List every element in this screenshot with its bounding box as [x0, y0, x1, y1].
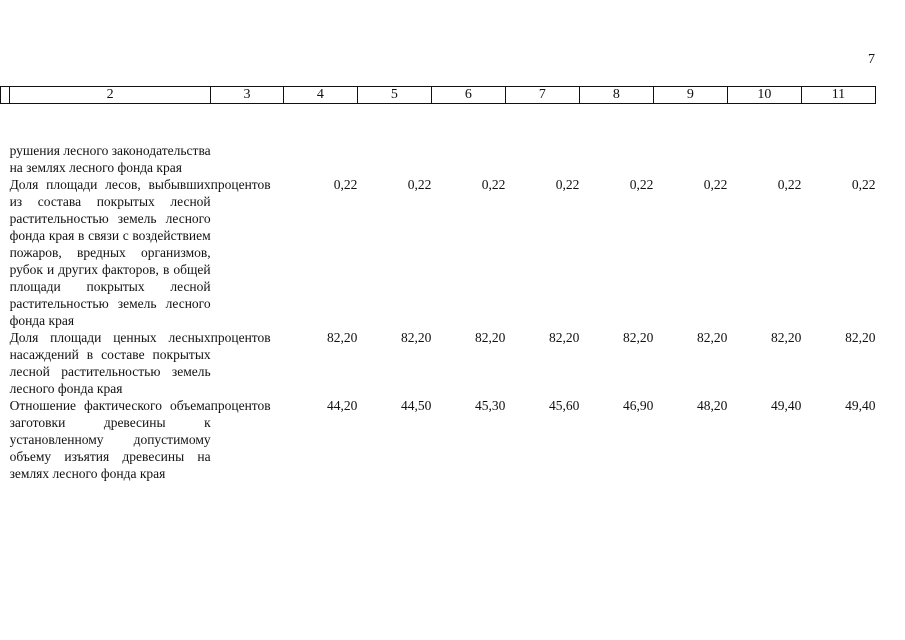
- value-cell: [283, 104, 357, 177]
- column-header-1: [1, 87, 10, 104]
- column-header-4: 4: [283, 87, 357, 104]
- value-cell: 49,40: [845, 398, 876, 413]
- value-cell: 46,90: [623, 398, 654, 413]
- row-index-cell: [1, 329, 10, 397]
- table-row: [1, 104, 876, 177]
- value-cell: 49,40: [771, 398, 802, 413]
- indicator-name: Отношение фактического объема заготовки древесины к установленному допустимому объему изъятия древесины на землях лесного фонда края: [9, 398, 211, 481]
- row-index-cell: [1, 397, 10, 482]
- value-cell: [357, 104, 431, 177]
- table-body: [1, 104, 876, 483]
- value-cell: 0,22: [407, 177, 432, 192]
- table-header: [1, 87, 876, 104]
- value-cell: 45,30: [475, 398, 506, 413]
- value-cell: 82,20: [623, 330, 654, 345]
- page-number: 7: [868, 52, 875, 67]
- value-cell: 0,22: [629, 177, 654, 192]
- unit-cell: процентов: [210, 398, 271, 413]
- value-cell: [579, 104, 653, 177]
- value-cell: 48,20: [697, 398, 728, 413]
- indicator-name: Доля площади лесов, выбывших из состава покрытых лесной растительностью земель лесного фонда края в связи с воздействием пожаров, вредных организмов, рубок и других факторов, в общей площади покрытых лесной растительностью земель лесного фонда края: [9, 177, 211, 328]
- value-cell: 82,20: [697, 330, 728, 345]
- unit-cell: [211, 104, 284, 177]
- column-header-3: 3: [211, 87, 284, 104]
- value-cell: 0,22: [555, 177, 580, 192]
- value-cell: 0,22: [777, 177, 802, 192]
- value-cell: 82,20: [549, 330, 580, 345]
- value-cell: [801, 104, 875, 177]
- value-cell: 82,20: [327, 330, 358, 345]
- value-cell: 82,20: [401, 330, 432, 345]
- column-header-6: 6: [431, 87, 505, 104]
- value-cell: [653, 104, 727, 177]
- table-row: [1, 176, 876, 329]
- column-header-5: 5: [357, 87, 431, 104]
- row-index-cell: [1, 176, 10, 329]
- value-cell: 0,22: [481, 177, 506, 192]
- indicator-name: Доля площади ценных лесных насаждений в составе покрытых лесной растительностью земель лесного фонда края: [9, 330, 211, 396]
- indicator-name: рушения лесного законодательства на землях лесного фонда края: [9, 143, 211, 175]
- column-header-11: 11: [801, 87, 875, 104]
- column-header-2: 2: [10, 87, 211, 104]
- table-row: [1, 329, 876, 397]
- value-cell: 82,20: [771, 330, 802, 345]
- value-cell: 0,22: [851, 177, 876, 192]
- value-cell: 82,20: [475, 330, 506, 345]
- value-cell: 44,20: [327, 398, 358, 413]
- value-cell: 82,20: [845, 330, 876, 345]
- value-cell: 44,50: [401, 398, 432, 413]
- column-header-9: 9: [653, 87, 727, 104]
- unit-cell: процентов: [210, 177, 271, 192]
- row-index-cell: [1, 104, 10, 177]
- table-row: [1, 397, 876, 482]
- indicators-table: [0, 86, 876, 482]
- unit-cell: процентов: [210, 330, 271, 345]
- column-header-10: 10: [727, 87, 801, 104]
- value-cell: 0,22: [333, 177, 358, 192]
- value-cell: 0,22: [703, 177, 728, 192]
- column-header-7: 7: [505, 87, 579, 104]
- column-header-8: 8: [579, 87, 653, 104]
- value-cell: [431, 104, 505, 177]
- value-cell: 45,60: [549, 398, 580, 413]
- value-cell: [505, 104, 579, 177]
- value-cell: [727, 104, 801, 177]
